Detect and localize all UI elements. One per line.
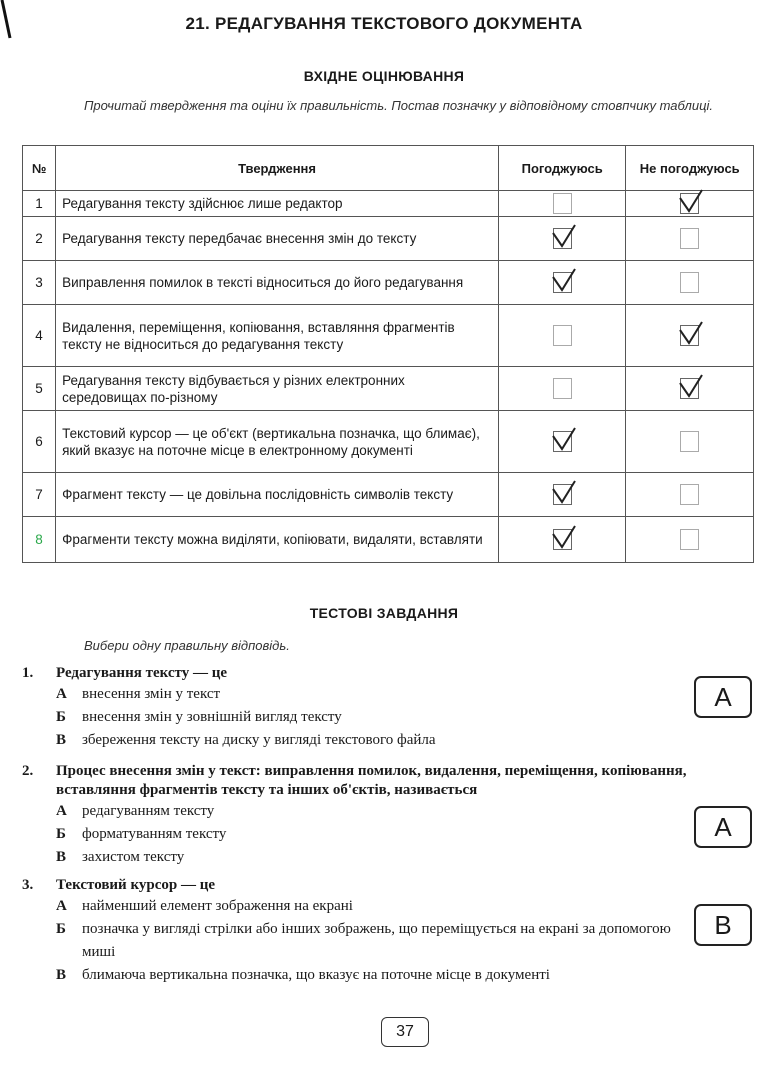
- row-number: 7: [23, 473, 56, 517]
- agree-checkbox[interactable]: [553, 228, 572, 249]
- statement-text: Фрагменти тексту можна виділяти, копіювати, видаляти, вставляти: [56, 517, 499, 563]
- answer-box-2[interactable]: А: [694, 806, 752, 848]
- agree-cell: [498, 473, 626, 517]
- row-number: 4: [23, 305, 56, 367]
- question-stem: Текстовий курсор — це: [56, 877, 216, 893]
- statements-table: [22, 145, 754, 563]
- checkmark-icon: [678, 188, 704, 216]
- row-number: 2: [23, 217, 56, 261]
- table-row: [23, 473, 754, 517]
- header-statement: Твердження: [56, 146, 499, 191]
- test-tasks-heading: ТЕСТОВІ ЗАВДАННЯ: [309, 605, 459, 621]
- answer-box-3[interactable]: В: [694, 904, 752, 946]
- disagree-checkbox[interactable]: [680, 272, 699, 293]
- question-number: 1.: [22, 665, 34, 681]
- checkmark-icon: [551, 426, 577, 454]
- statement-text: Фрагмент тексту — це довільна послідовність символів тексту: [56, 473, 499, 517]
- question-number: 2.: [22, 763, 34, 779]
- agree-checkbox[interactable]: [553, 272, 572, 293]
- disagree-checkbox[interactable]: [680, 378, 699, 399]
- option-a[interactable]: А внесення змін у текст: [56, 686, 221, 702]
- agree-cell: [498, 517, 626, 563]
- table-header-row: [23, 146, 754, 191]
- answer-box-1[interactable]: А: [694, 676, 752, 718]
- row-number: 8: [23, 517, 56, 563]
- agree-cell: [498, 191, 626, 217]
- disagree-cell: [626, 305, 754, 367]
- question-2: [22, 762, 762, 869]
- agree-checkbox[interactable]: [553, 431, 572, 452]
- row-number: 5: [23, 367, 56, 411]
- table-row: [23, 517, 754, 563]
- agree-cell: [498, 261, 626, 305]
- option-b[interactable]: Б позначка у вигляді стрілки або інших зображень, що переміщується на екрані за допомогою миші: [56, 921, 671, 960]
- table-row: [23, 217, 754, 261]
- option-b[interactable]: Б внесення змін у зовнішній вигляд тексту: [56, 709, 342, 725]
- statement-text: Видалення, переміщення, копіювання, вставляння фрагментів тексту не відноситься до редагування тексту: [56, 305, 499, 367]
- checkmark-icon: [551, 524, 577, 552]
- checkmark-icon: [551, 223, 577, 251]
- statement-text: Текстовий курсор — це об'єкт (вертикальна позначка, що блимає), який вказує на поточне місце в електронному документі: [56, 411, 499, 473]
- agree-checkbox[interactable]: [553, 193, 572, 214]
- disagree-cell: [626, 261, 754, 305]
- checkmark-icon: [551, 479, 577, 507]
- disagree-checkbox[interactable]: [680, 529, 699, 550]
- checkmark-icon: [678, 320, 704, 348]
- page-number: 37: [381, 1017, 429, 1047]
- agree-cell: [498, 217, 626, 261]
- option-c[interactable]: В захистом тексту: [56, 849, 185, 865]
- test-instruction: Вибери одну правильну відповідь.: [84, 638, 290, 653]
- table-row: [23, 411, 754, 473]
- option-a[interactable]: А найменший елемент зображення на екрані: [56, 898, 353, 914]
- question-1: [22, 664, 762, 752]
- disagree-checkbox[interactable]: [680, 431, 699, 452]
- option-c[interactable]: В блимаюча вертикальна позначка, що вказує на поточне місце в документі: [56, 967, 550, 983]
- disagree-cell: [626, 191, 754, 217]
- agree-cell: [498, 367, 626, 411]
- question-stem: Процес внесення змін у текст: виправлення помилок, видалення, переміщення, копіювання, вставляння фрагментів тексту та інших об'єктів, називається: [56, 763, 687, 798]
- option-b[interactable]: Б форматуванням тексту: [56, 826, 227, 842]
- agree-checkbox[interactable]: [553, 325, 572, 346]
- disagree-cell: [626, 367, 754, 411]
- checkmark-icon: [678, 373, 704, 401]
- header-num: №: [23, 146, 56, 191]
- agree-cell: [498, 411, 626, 473]
- header-agree: Погоджуюсь: [498, 146, 626, 191]
- question-stem: Редагування тексту — це: [56, 665, 227, 681]
- row-number: 1: [23, 191, 56, 217]
- disagree-checkbox[interactable]: [680, 325, 699, 346]
- row-number: 6: [23, 411, 56, 473]
- checkmark-icon: [551, 267, 577, 295]
- disagree-cell: [626, 411, 754, 473]
- disagree-checkbox[interactable]: [680, 484, 699, 505]
- table-row: [23, 261, 754, 305]
- agree-checkbox[interactable]: [553, 484, 572, 505]
- agree-checkbox[interactable]: [553, 529, 572, 550]
- table-row: [23, 191, 754, 217]
- option-c[interactable]: В збереження тексту на диску у вигляді текстового файла: [56, 732, 436, 748]
- entry-instruction: Прочитай твердження та оціни їх правильність. Постав позначку у відповідному стовпчику таблиці.: [84, 98, 714, 113]
- table-row: [23, 305, 754, 367]
- entry-assessment-heading: ВХІДНЕ ОЦІНЮВАННЯ: [303, 68, 465, 84]
- disagree-checkbox[interactable]: [680, 193, 699, 214]
- statement-text: Виправлення помилок в тексті відноситься до його редагування: [56, 261, 499, 305]
- page-title: 21. РЕДАГУВАННЯ ТЕКСТОВОГО ДОКУМЕНТА: [185, 14, 583, 33]
- statement-text: Редагування тексту передбачає внесення змін до тексту: [56, 217, 499, 261]
- header-disagree: Не погоджуюсь: [626, 146, 754, 191]
- question-3: [22, 876, 762, 987]
- statement-text: Редагування тексту відбувається у різних електронних середовищах по-різному: [56, 367, 499, 411]
- disagree-cell: [626, 473, 754, 517]
- disagree-cell: [626, 217, 754, 261]
- question-number: 3.: [22, 877, 34, 893]
- agree-cell: [498, 305, 626, 367]
- table-row: [23, 367, 754, 411]
- statement-text: Редагування тексту здійснює лише редактор: [56, 191, 499, 217]
- agree-checkbox[interactable]: [553, 378, 572, 399]
- row-number: 3: [23, 261, 56, 305]
- option-a[interactable]: А редагуванням тексту: [56, 803, 215, 819]
- disagree-checkbox[interactable]: [680, 228, 699, 249]
- disagree-cell: [626, 517, 754, 563]
